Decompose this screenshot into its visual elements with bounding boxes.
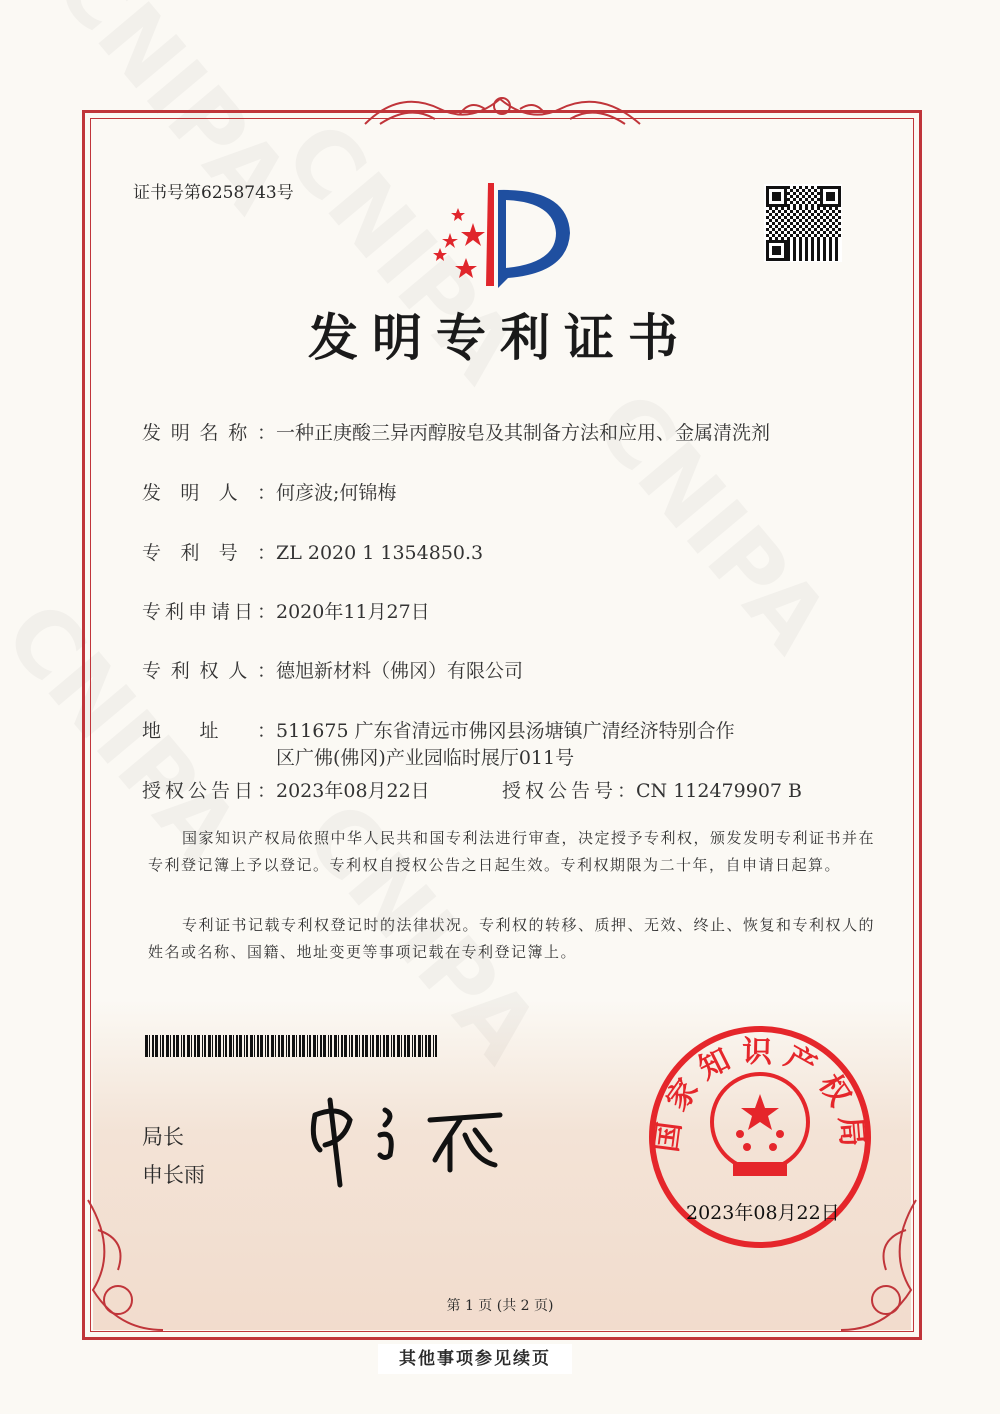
field-label: 地址：	[142, 720, 276, 742]
signatory-title: 局长	[142, 1125, 184, 1149]
barcode-bar	[229, 1035, 232, 1057]
barcode-bar	[422, 1035, 423, 1057]
field-address-line2: 区广佛(佛冈)产业园临时展厅011号	[276, 747, 575, 769]
barcode-bar	[197, 1035, 200, 1057]
page-title: 发明专利证书	[308, 308, 692, 367]
barcode-bar	[401, 1035, 402, 1057]
barcode-bar	[309, 1035, 311, 1057]
barcode-bar	[372, 1035, 374, 1057]
barcode-bar	[299, 1035, 301, 1057]
field-address	[142, 716, 735, 743]
barcode-bar	[302, 1035, 305, 1057]
barcode-bar	[170, 1035, 171, 1057]
barcode-bar	[166, 1035, 169, 1057]
barcode-bar	[176, 1035, 179, 1057]
barcode-bar	[208, 1035, 211, 1057]
field-label: 发明名称：	[142, 422, 276, 444]
barcode-bar	[414, 1035, 416, 1057]
barcode-bar	[365, 1035, 368, 1057]
barcode-bar	[265, 1035, 266, 1057]
barcode-bar	[281, 1035, 284, 1057]
barcode-bar	[267, 1035, 269, 1057]
barcode-bar	[239, 1035, 242, 1057]
field-value: 何彦波;何锦梅	[276, 482, 397, 504]
barcode-bar	[202, 1035, 203, 1057]
barcode-bar	[355, 1035, 358, 1057]
continued-note: 其他事项参见续页	[378, 1344, 572, 1374]
barcode-bar	[296, 1035, 297, 1057]
barcode-bar	[250, 1035, 253, 1057]
barcode-bar	[317, 1035, 318, 1057]
field-value: 德旭新材料（佛冈）有限公司	[276, 660, 524, 682]
field-patent-number	[142, 538, 483, 565]
field-invention-name	[142, 418, 770, 445]
barcode-bar	[435, 1035, 437, 1057]
barcode-bar	[233, 1035, 234, 1057]
page-number: 第 1 页 (共 2 页)	[446, 1298, 554, 1314]
field-label: 授权公告号：	[502, 780, 636, 802]
barcode-bar	[215, 1035, 217, 1057]
field-patentee	[142, 656, 523, 683]
barcode-bar	[173, 1035, 175, 1057]
barcode-bar	[351, 1035, 353, 1057]
barcode-bar	[218, 1035, 221, 1057]
barcode-bar	[407, 1035, 410, 1057]
barcode-bar	[278, 1035, 280, 1057]
barcode-bar	[145, 1035, 148, 1057]
barcode-bar	[404, 1035, 406, 1057]
field-application-date	[142, 597, 430, 624]
barcode-bar	[380, 1035, 381, 1057]
field-grant-date	[142, 776, 430, 803]
barcode-bar	[257, 1035, 259, 1057]
barcode-bar	[181, 1035, 182, 1057]
barcode-bar	[212, 1035, 213, 1057]
barcode-bar	[275, 1035, 276, 1057]
field-inventors	[142, 478, 396, 505]
barcode-bar	[292, 1035, 295, 1057]
barcode-bar	[428, 1035, 431, 1057]
barcode-bar	[370, 1035, 371, 1057]
barcode-bar	[194, 1035, 196, 1057]
barcode-bar	[187, 1035, 190, 1057]
field-label: 专利申请日：	[142, 601, 276, 623]
barcode-bar	[183, 1035, 185, 1057]
barcode-bar	[393, 1035, 395, 1057]
barcode-bar	[246, 1035, 248, 1057]
barcode-bar	[412, 1035, 413, 1057]
barcode-bar	[307, 1035, 308, 1057]
field-value: 511675 广东省清远市佛冈县汤塘镇广清经济特别合作	[276, 720, 735, 742]
barcode-bar	[225, 1035, 227, 1057]
barcode-bar	[160, 1035, 161, 1057]
barcode-bar	[271, 1035, 274, 1057]
barcode-bar	[425, 1035, 427, 1057]
field-label: 专利号：	[142, 542, 276, 564]
barcode-bar	[330, 1035, 332, 1057]
field-value: 2020年11月27日	[276, 601, 430, 623]
cnipa-logo	[428, 178, 578, 290]
barcode-bar	[288, 1035, 290, 1057]
barcode-bar	[383, 1035, 385, 1057]
barcode-bar	[320, 1035, 322, 1057]
top-ornament	[360, 84, 645, 134]
barcode-bar	[341, 1035, 343, 1057]
barcode-bar	[223, 1035, 224, 1057]
barcode-bar	[244, 1035, 245, 1057]
barcode-bar	[376, 1035, 379, 1057]
field-grant-number	[502, 776, 802, 803]
statement-paragraph-2: 专利证书记载专利权登记时的法律状况。专利权的转移、质押、无效、终止、恢复和专利权人的姓名或名称、国籍、地址变更等事项记载在专利登记簿上。	[148, 916, 876, 961]
barcode-bar	[155, 1035, 158, 1057]
barcode-bar	[152, 1035, 154, 1057]
barcode-bar	[328, 1035, 329, 1057]
barcode-bar	[344, 1035, 347, 1057]
field-label: 专利权人：	[142, 660, 276, 682]
barcode-bar	[204, 1035, 206, 1057]
barcode-bar	[418, 1035, 421, 1057]
barcode-bar	[162, 1035, 164, 1057]
barcode-bar	[286, 1035, 287, 1057]
field-value: 一种正庚酸三异丙醇胺皂及其制备方法和应用、金属清洗剂	[276, 422, 771, 444]
barcode-bar	[433, 1035, 434, 1057]
barcode-bar	[236, 1035, 238, 1057]
field-label: 授权公告日：	[142, 780, 276, 802]
barcode-bar	[391, 1035, 392, 1057]
seal-date: 2023年08月22日	[686, 1202, 840, 1224]
qr-code	[764, 184, 842, 262]
barcode-bar	[313, 1035, 316, 1057]
barcode-bar	[397, 1035, 400, 1057]
barcode-bar	[338, 1035, 339, 1057]
field-value: ZL 2020 1 1354850.3	[276, 542, 484, 564]
statement-paragraph-1: 国家知识产权局依照中华人民共和国专利法进行审查，决定授予专利权，颁发发明专利证书并在专利登记簿上予以登记。专利权自授权公告之日起生效。专利权期限为二十年，自申请日起算。	[148, 829, 876, 874]
field-value: CN 112479907 B	[636, 780, 802, 802]
barcode-bar	[254, 1035, 255, 1057]
corner-ornament-left	[78, 1190, 168, 1340]
barcode-bar	[334, 1035, 337, 1057]
barcode-bar	[386, 1035, 389, 1057]
barcode-bar	[323, 1035, 326, 1057]
barcode-bar	[260, 1035, 263, 1057]
barcode-bar	[349, 1035, 350, 1057]
barcode-bar	[362, 1035, 364, 1057]
seal-text: 国家知识产权局	[649, 1034, 871, 1158]
signature	[300, 1090, 520, 1190]
barcode-bar	[191, 1035, 192, 1057]
signatory-name: 申长雨	[142, 1163, 205, 1187]
field-value: 2023年08月22日	[276, 780, 430, 802]
field-label: 发明人：	[142, 482, 276, 504]
barcode-bar	[359, 1035, 360, 1057]
barcode-bar	[149, 1035, 150, 1057]
barcode	[145, 1035, 441, 1057]
certificate-number: 证书号第6258743号	[133, 183, 294, 203]
